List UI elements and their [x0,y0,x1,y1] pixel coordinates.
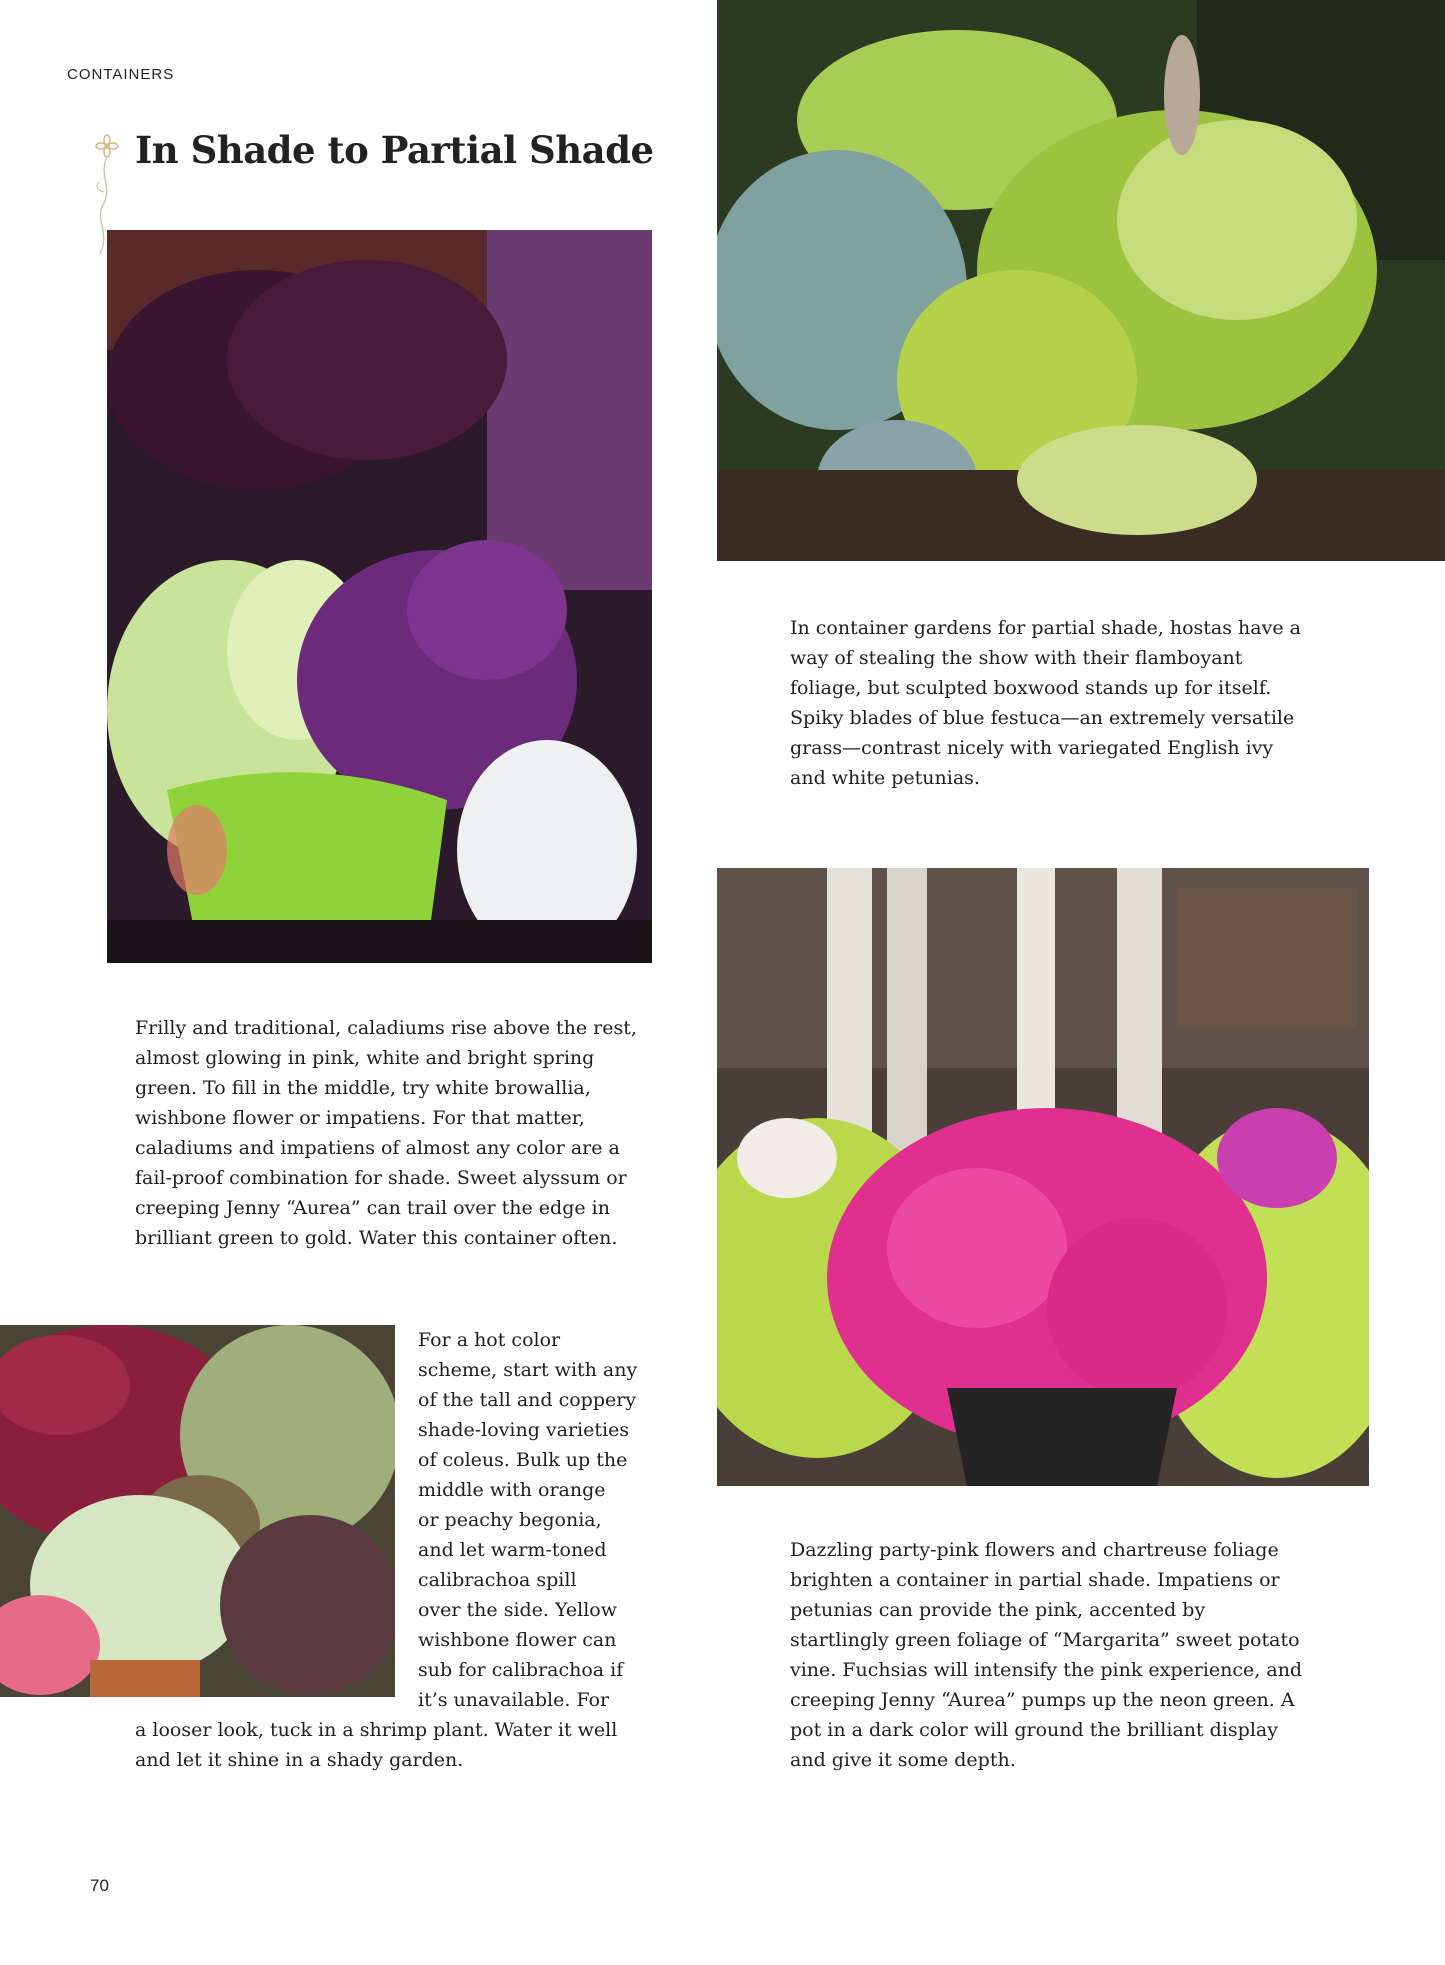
coleus-container-photo [0,1325,395,1697]
coleus-caption-line: of the tall and coppery [418,1389,637,1411]
coleus-caption-line: scheme, start with any [418,1359,638,1381]
coleus-caption-line: over the side. Yellow [418,1599,617,1621]
caladium-caption: Frilly and traditional, caladiums rise above the rest, almost glowing in pink, white and bright spring green. To fill in the middle, try white browallia, wishbone flower or impatiens. For that matter, caladiums and impatiens of almost any color are a fail-proof combination for shade. Sweet alyssum or creeping Jenny “Aurea” can trail over the edge in brilliant green to gold. Water this container often. [135,1017,637,1249]
section-label: CONTAINERS [67,66,175,83]
coleus-caption-line: calibrachoa spill [418,1569,577,1591]
coleus-caption-line: sub for calibrachoa if [418,1659,624,1681]
coleus-caption-line: wishbone flower can [418,1629,617,1651]
caladium-container-photo [107,230,652,963]
coleus-caption-line: and let warm-toned [418,1539,607,1561]
coleus-caption-line: or peachy begonia, [418,1509,602,1531]
page-title: In Shade to Partial Shade [135,128,654,172]
coleus-caption-line: middle with orange [418,1479,606,1501]
coleus-caption-line: For a hot color [418,1329,561,1351]
coleus-caption-tail: a looser look, tuck in a shrimp plant. Water it well and let it shine in a shady garden. [135,1719,618,1771]
hosta-caption: In container gardens for partial shade, hostas have a way of stealing the show with their flamboyant foliage, but sculpted boxwood stands up for itself. Spiky blades of blue festuca—an extremely versatile grass—contrast nicely with variegated English ivy and white petunias. [790,617,1301,789]
coleus-caption-line: of coleus. Bulk up the [418,1449,628,1471]
petunia-caption: Dazzling party-pink flowers and chartreuse foliage brighten a container in partial shade. Impatiens or petunias can provide the pink, accented by startlingly green foliage of “Margarita” sweet potato vine. Fuchsias will intensify the pink experience, and creeping Jenny “Aurea” pumps up the neon green. A pot in a dark color will ground the brilliant display and give it some depth. [790,1539,1303,1771]
hosta-container-photo [717,0,1445,561]
coleus-caption-line: shade-loving varieties [418,1419,630,1441]
coleus-caption-wrap [418,1325,668,1715]
page-number: 70 [90,1876,109,1895]
coleus-caption-line: it’s unavailable. For [418,1689,610,1711]
petunia-container-photo [717,868,1369,1486]
